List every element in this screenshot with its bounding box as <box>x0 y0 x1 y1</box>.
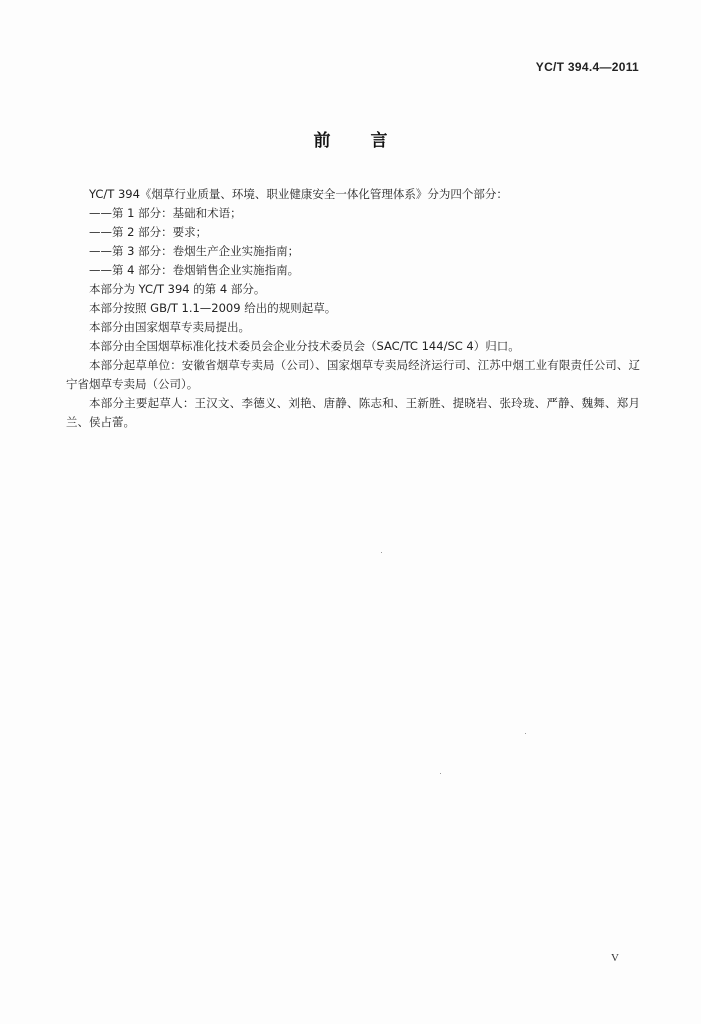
page-title: 前言 <box>313 131 428 151</box>
list-item-part-1: ——第 1 部分：基础和术语； <box>89 206 242 220</box>
paragraph-drafting-rules: 本部分按照 GB/T 1.1—2009 给出的规则起草。 <box>89 301 337 315</box>
list-item-part-3: ——第 3 部分：卷烟生产企业实施指南； <box>89 244 300 258</box>
list-item-part-2: ——第 2 部分：要求； <box>89 225 208 239</box>
paragraph-part-statement: 本部分为 YC/T 394 的第 4 部分。 <box>89 282 266 296</box>
paragraph-intro: YC/T 394《烟草行业质量、环境、职业健康安全一体化管理体系》分为四个部分： <box>89 187 508 201</box>
page-number: V <box>611 952 619 964</box>
paragraph-drafters: 本部分主要起草人：王汉文、李德义、刘艳、唐静、陈志和、王新胜、提晓岩、张玲珑、严静、魏舞、郑月兰、侯占蕾。 <box>66 396 640 429</box>
scan-speck <box>381 552 382 553</box>
paragraph-administered-by: 本部分由全国烟草标准化技术委员会企业分技术委员会（SAC/TC 144/SC 4）归口。 <box>89 339 520 353</box>
scan-speck <box>525 733 526 734</box>
foreword-body <box>66 185 640 432</box>
paragraph-drafting-units: 本部分起草单位：安徽省烟草专卖局（公司）、国家烟草专卖局经济运行司、江苏中烟工业有限责任公司、辽宁省烟草专卖局（公司）。 <box>66 358 640 391</box>
scan-speck <box>440 773 441 774</box>
list-item-part-4: ——第 4 部分：卷烟销售企业实施指南。 <box>89 263 300 277</box>
standard-number: YC/T 394.4—2011 <box>535 60 639 74</box>
paragraph-proposed-by: 本部分由国家烟草专卖局提出。 <box>89 320 250 334</box>
